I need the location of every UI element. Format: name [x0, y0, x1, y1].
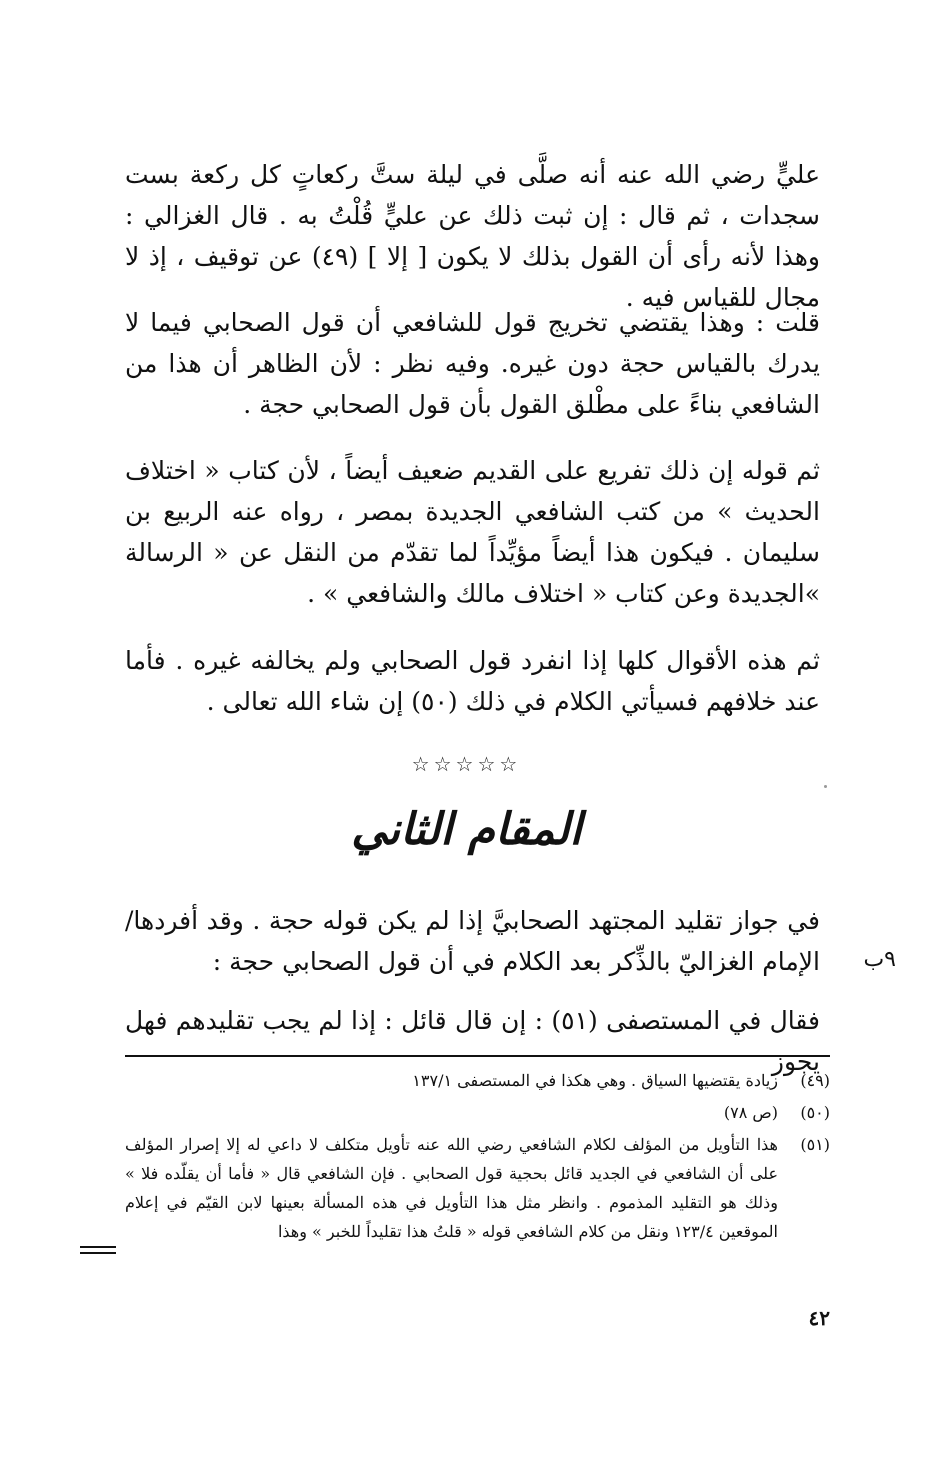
footnote-text: زيادة يقتضيها السياق . وهي هكذا في المستصفى ١٣٧/١	[412, 1071, 778, 1090]
body-paragraph: ثم قوله إن ذلك تفريع على القديم ضعيف أيضاً ، لأن كتاب « اختلاف الحديث » من كتب الشافعي الجديدة بمصر ، رواه عنه الربيع بن سليمان . فيكون هذا أيضاً مؤيِّداً لما تقدّم من النقل عن « الرسالة »الجديدة وعن كتاب « اختلاف مالك والشافعي » .	[125, 456, 820, 608]
footnote-item	[125, 1066, 830, 1095]
body-paragraph: فقال في المستصفى (٥١) : إن قال قائل : إذا لم يجب تقليدهم فهل يجوز	[125, 1006, 820, 1076]
footnote-item	[125, 1130, 830, 1246]
section-heading: المقام الثاني	[351, 804, 582, 855]
continuation-mark	[80, 1246, 116, 1258]
footnote-divider	[125, 1055, 830, 1057]
body-paragraph: عليٍّ رضي الله عنه أنه صلَّى في ليلة ستَّ ركعاتٍ كل ركعة بست سجدات ، ثم قال : إن ثبت ذلك عن عليٍّ قُلْتُ به . قال الغزالي : وهذا لأنه رأى أن القول بذلك لا يكون [ إلا ] (٤٩) عن توقيف ، إذ لا مجال للقياس فيه .	[125, 160, 820, 312]
scan-speck	[824, 785, 827, 788]
footnote-text: هذا التأويل من المؤلف لكلام الشافعي رضي الله عنه تأويل متكلف لا داعي له إلا إصرار المؤلف على أن الشافعي في الجديد قائل بحجية قول الصحابي . فإن الشافعي قال « فأما أن يقلّده فلا » وذلك هو التقليد المذموم . وانظر مثل هذا التأويل في هذه المسألة بعينها لابن القيّم في إعلام الموقعين ١٢٣/٤ ونقل من كلام الشافعي قوله « قلتُ هذا تقليداً للخبر » وهذا	[125, 1135, 778, 1241]
manuscript-folio-marker: ٩ب	[863, 947, 896, 972]
footnote-number: (٥١)	[800, 1135, 830, 1154]
footnote-number: (٥٠)	[800, 1103, 830, 1122]
footnote-number: (٤٩)	[800, 1071, 830, 1090]
footnote-item	[125, 1098, 830, 1127]
footnote-text: (ص ٧٨)	[723, 1103, 778, 1122]
body-paragraph: قلت : وهذا يقتضي تخريج قول للشافعي أن قول الصحابي فيما لا يدرك بالقياس حجة دون غيره. وفيه نظر : لأن الظاهر أن هذا من الشافعي بناءً على مطْلق القول بأن قول الصحابي حجة .	[125, 308, 820, 419]
page-number: ٤٢	[808, 1306, 830, 1330]
body-paragraph: في جواز تقليد المجتهد الصحابيَّ إذا لم يكن قوله حجة . وقد أفردها/الإمام الغزاليّ بالذِّكر بعد الكلام في أن قول الصحابي حجة :	[125, 906, 820, 976]
body-paragraph: ثم هذه الأقوال كلها إذا انفرد قول الصحابي ولم يخالفه غيره . فأما عند خلافهم فسيأتي الكلام في ذلك (٥٠) إن شاء الله تعالى .	[125, 646, 820, 716]
footnotes	[125, 1066, 830, 1246]
section-separator: ☆☆☆☆☆	[411, 752, 522, 776]
